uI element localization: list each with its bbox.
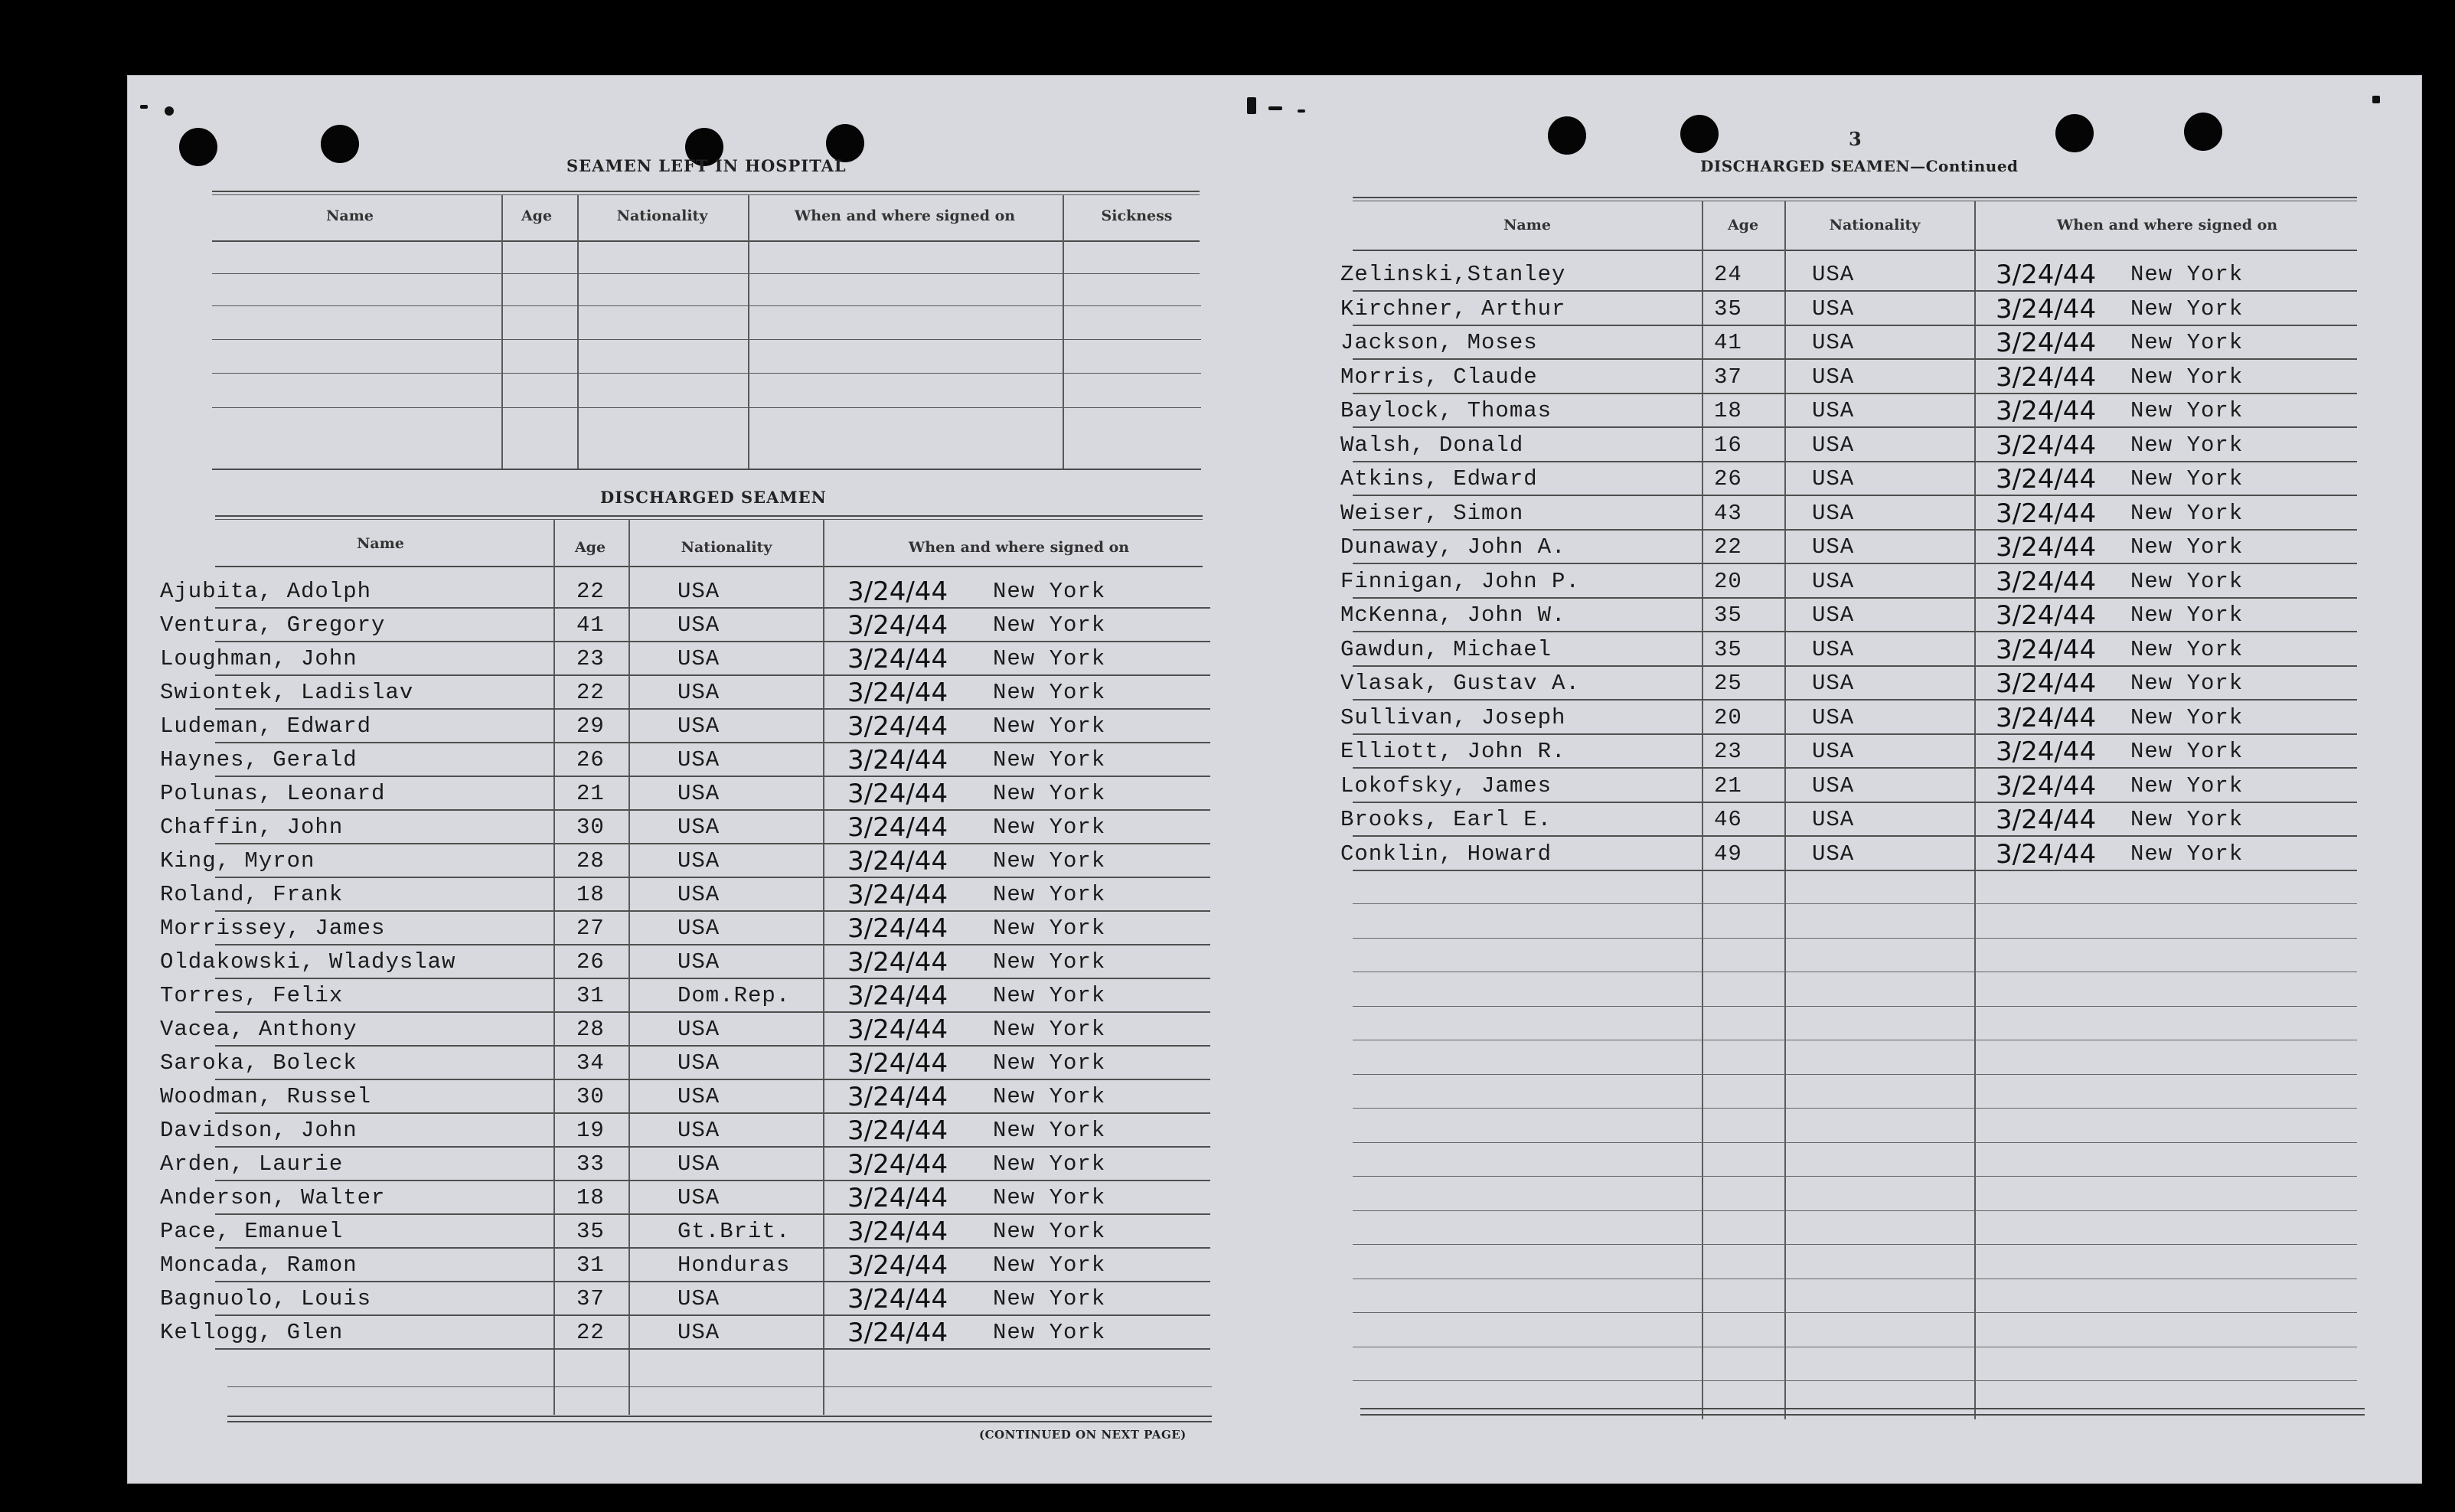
table-rule xyxy=(1353,197,2357,198)
table-rule xyxy=(1360,1408,2365,1409)
table-rule xyxy=(227,1416,1212,1417)
table-rule xyxy=(227,1421,1212,1422)
signed-on-date: 3/24/44 xyxy=(1996,328,2097,358)
seaman-name: Conklin, Howard xyxy=(1340,841,1552,867)
signed-on-date: 3/24/44 xyxy=(1996,361,2097,393)
seaman-age: 37 xyxy=(576,1286,605,1311)
table-rule xyxy=(212,240,1200,242)
table-rule xyxy=(1353,250,2357,251)
seaman-age: 26 xyxy=(576,747,605,772)
signed-on-date: 3/24/44 xyxy=(1996,260,2097,290)
discharged-section-title: DISCHARGED SEAMEN xyxy=(600,488,827,507)
seaman-nationality: USA xyxy=(677,916,720,941)
seaman-name: Polunas, Leonard xyxy=(160,781,386,806)
table-row xyxy=(128,838,2421,871)
seaman-nationality: USA xyxy=(677,1017,720,1042)
seaman-age: 37 xyxy=(1714,364,1742,390)
signed-on-date: 3/24/44 xyxy=(1996,805,2097,835)
seaman-name: Pace, Emanuel xyxy=(160,1219,344,1244)
signed-on-date: 3/24/44 xyxy=(847,1048,948,1079)
seaman-age: 30 xyxy=(576,1084,605,1109)
seaman-age: 41 xyxy=(1714,330,1742,355)
seaman-nationality: USA xyxy=(1812,330,1855,355)
signed-on-place: New York xyxy=(2130,739,2244,764)
table-rule xyxy=(212,191,1200,192)
seaman-name: Chaffin, John xyxy=(160,815,344,840)
seaman-age: 27 xyxy=(576,916,605,941)
signed-on-date: 3/24/44 xyxy=(1996,668,2097,699)
signed-on-date: 3/24/44 xyxy=(847,644,948,674)
signed-on-place: New York xyxy=(993,714,1106,739)
signed-on-date: 3/24/44 xyxy=(1996,464,2097,495)
signed-on-date: 3/24/44 xyxy=(847,779,948,809)
seaman-nationality: USA xyxy=(1812,466,1855,491)
signed-on-place: New York xyxy=(2130,296,2244,322)
seaman-nationality: USA xyxy=(1812,636,1855,662)
seaman-name: Weiser, Simon xyxy=(1340,500,1524,526)
blank-row-rule xyxy=(1353,1108,2357,1109)
signed-on-place: New York xyxy=(993,882,1106,907)
table-row xyxy=(128,258,2421,292)
seaman-age: 22 xyxy=(1714,534,1742,560)
seaman-nationality: USA xyxy=(1812,841,1855,867)
table-row xyxy=(128,531,2421,564)
seaman-age: 49 xyxy=(1714,841,1742,867)
signed-on-place: New York xyxy=(2130,671,2244,696)
seaman-nationality: USA xyxy=(677,815,720,840)
page-number: 3 xyxy=(1849,128,1862,150)
signed-on-date: 3/24/44 xyxy=(1996,396,2097,426)
signed-on-place: New York xyxy=(2130,398,2244,423)
seaman-name: Arden, Laurie xyxy=(160,1151,344,1177)
signed-on-place: New York xyxy=(993,1118,1106,1143)
seaman-nationality: USA xyxy=(1812,296,1855,322)
hospital-header-nationality: Nationality xyxy=(616,207,708,224)
signed-on-place: New York xyxy=(2130,500,2244,526)
signed-on-date: 3/24/44 xyxy=(1996,429,2097,461)
seaman-name: Moncada, Ramon xyxy=(160,1252,357,1278)
signed-on-place: New York xyxy=(993,747,1106,772)
seaman-name: Dunaway, John A. xyxy=(1340,534,1566,560)
seaman-nationality: USA xyxy=(677,1286,720,1311)
signed-on-date: 3/24/44 xyxy=(847,846,948,877)
signed-on-date: 3/24/44 xyxy=(847,1014,948,1045)
table-row xyxy=(128,1047,2421,1080)
discharged-header-when-where: When and where signed on xyxy=(908,539,1130,556)
signed-on-date: 3/24/44 xyxy=(1996,838,2097,870)
seaman-nationality: USA xyxy=(677,680,720,705)
seaman-age: 28 xyxy=(576,1017,605,1042)
signed-on-date: 3/24/44 xyxy=(1996,532,2097,563)
table-row xyxy=(128,497,2421,531)
signed-on-date: 3/24/44 xyxy=(847,678,948,708)
signed-on-place: New York xyxy=(993,1320,1106,1345)
seaman-age: 22 xyxy=(576,680,605,705)
seaman-age: 35 xyxy=(1714,603,1742,628)
signed-on-place: New York xyxy=(993,781,1106,806)
seaman-age: 22 xyxy=(576,579,605,604)
table-row xyxy=(128,1282,2421,1316)
seaman-nationality: USA xyxy=(1812,807,1855,832)
table-row xyxy=(128,1013,2421,1047)
signed-on-place: New York xyxy=(993,680,1106,705)
row-rule xyxy=(1353,870,2357,871)
table-row xyxy=(128,878,2421,912)
seaman-nationality: USA xyxy=(677,646,720,671)
table-row xyxy=(128,667,2421,700)
seaman-nationality: USA xyxy=(677,848,720,874)
seaman-name: McKenna, John W. xyxy=(1340,603,1566,628)
table-row xyxy=(128,769,2421,803)
table-row xyxy=(128,1080,2421,1114)
signed-on-place: New York xyxy=(2130,466,2244,491)
hospital-header-when-where: When and where signed on xyxy=(794,207,1016,224)
seaman-name: Elliott, John R. xyxy=(1340,739,1566,764)
table-row xyxy=(128,735,2421,769)
seaman-age: 35 xyxy=(576,1219,605,1244)
table-row xyxy=(128,945,2421,979)
seaman-name: Anderson, Walter xyxy=(160,1185,386,1210)
signed-on-date: 3/24/44 xyxy=(847,1115,948,1146)
seaman-age: 26 xyxy=(1714,466,1742,491)
signed-on-date: 3/24/44 xyxy=(847,913,948,944)
seaman-name: Ventura, Gregory xyxy=(160,612,386,638)
discharged-header-nationality: Nationality xyxy=(681,539,772,556)
seaman-age: 28 xyxy=(576,848,605,874)
right-header-nationality: Nationality xyxy=(1829,217,1921,233)
table-row xyxy=(128,326,2421,360)
seaman-age: 35 xyxy=(1714,296,1742,322)
signed-on-date: 3/24/44 xyxy=(847,1318,948,1348)
seaman-name: Lokofsky, James xyxy=(1340,772,1552,798)
table-row xyxy=(128,565,2421,599)
seaman-age: 20 xyxy=(1714,704,1742,730)
seaman-nationality: USA xyxy=(1812,262,1855,287)
seaman-name: Atkins, Edward xyxy=(1340,466,1538,491)
hospital-header-name: Name xyxy=(326,207,374,224)
seaman-age: 31 xyxy=(576,1252,605,1278)
signed-on-place: New York xyxy=(2130,636,2244,662)
signed-on-place: New York xyxy=(2130,262,2244,287)
seaman-name: Jackson, Moses xyxy=(1340,330,1538,355)
seaman-age: 18 xyxy=(1714,398,1742,423)
signed-on-date: 3/24/44 xyxy=(847,711,948,742)
signed-on-place: New York xyxy=(2130,841,2244,867)
signed-on-date: 3/24/44 xyxy=(1996,736,2097,767)
signed-on-date: 3/24/44 xyxy=(847,745,948,776)
punch-hole xyxy=(2184,113,2222,151)
signed-on-date: 3/24/44 xyxy=(847,1082,948,1112)
speck xyxy=(165,106,174,116)
table-row xyxy=(128,361,2421,394)
seaman-name: Kellogg, Glen xyxy=(160,1320,344,1345)
punch-hole xyxy=(321,125,359,163)
signed-on-date: 3/24/44 xyxy=(1996,634,2097,665)
table-rule xyxy=(1360,1414,2365,1416)
table-row xyxy=(128,429,2421,462)
right-section-title: DISCHARGED SEAMEN—Continued xyxy=(1700,157,2019,175)
signed-on-place: New York xyxy=(2130,534,2244,560)
signed-on-place: New York xyxy=(993,1219,1106,1244)
table-row xyxy=(128,394,2421,428)
punch-hole xyxy=(1680,115,1719,153)
right-header-when-where: When and where signed on xyxy=(2056,217,2278,233)
row-rule xyxy=(215,1348,1210,1350)
speck xyxy=(1247,97,1256,114)
signed-on-date: 3/24/44 xyxy=(1996,566,2097,597)
table-row xyxy=(128,1316,2421,1350)
signed-on-place: New York xyxy=(2130,603,2244,628)
signed-on-place: New York xyxy=(993,1151,1106,1177)
signed-on-date: 3/24/44 xyxy=(847,610,948,641)
hospital-header-sickness: Sickness xyxy=(1101,207,1173,224)
seaman-age: 26 xyxy=(576,949,605,975)
seaman-name: King, Myron xyxy=(160,848,315,874)
signed-on-place: New York xyxy=(993,1286,1106,1311)
seaman-age: 24 xyxy=(1714,262,1742,287)
speck xyxy=(2372,96,2380,103)
seaman-nationality: USA xyxy=(1812,704,1855,730)
seaman-nationality: USA xyxy=(1812,568,1855,594)
signed-on-place: New York xyxy=(2130,568,2244,594)
seaman-nationality: USA xyxy=(677,1118,720,1143)
speck xyxy=(140,105,148,109)
seaman-age: 34 xyxy=(576,1050,605,1076)
signed-on-date: 3/24/44 xyxy=(847,1250,948,1281)
blank-row-rule xyxy=(1353,903,2357,904)
seaman-age: 21 xyxy=(1714,772,1742,798)
table-row xyxy=(128,599,2421,632)
seaman-name: Loughman, John xyxy=(160,646,357,671)
seaman-nationality: USA xyxy=(1812,432,1855,458)
seaman-nationality: USA xyxy=(677,714,720,739)
signed-on-place: New York xyxy=(993,1084,1106,1109)
seaman-age: 33 xyxy=(576,1151,605,1177)
seaman-nationality: USA xyxy=(1812,739,1855,764)
signed-on-place: New York xyxy=(993,815,1106,840)
seaman-name: Zelinski,Stanley xyxy=(1340,262,1566,287)
seaman-nationality: USA xyxy=(1812,364,1855,390)
punch-hole xyxy=(179,128,217,166)
table-row xyxy=(128,633,2421,667)
seaman-nationality: USA xyxy=(1812,671,1855,696)
seaman-age: 16 xyxy=(1714,432,1742,458)
right-header-name: Name xyxy=(1503,217,1551,233)
signed-on-date: 3/24/44 xyxy=(1996,600,2097,631)
seaman-nationality: Dom.Rep. xyxy=(677,983,791,1008)
seaman-name: Morrissey, James xyxy=(160,916,386,941)
seaman-name: Walsh, Donald xyxy=(1340,432,1524,458)
seaman-name: Davidson, John xyxy=(160,1118,357,1143)
signed-on-date: 3/24/44 xyxy=(847,947,948,978)
table-rule xyxy=(227,1386,1212,1387)
right-header-age: Age xyxy=(1727,217,1759,233)
seaman-nationality: Honduras xyxy=(677,1252,791,1278)
table-row xyxy=(128,701,2421,735)
table-row xyxy=(128,979,2421,1013)
seaman-age: 41 xyxy=(576,612,605,638)
seaman-nationality: USA xyxy=(677,1320,720,1345)
blank-row-rule xyxy=(1353,1142,2357,1143)
seaman-nationality: USA xyxy=(1812,603,1855,628)
signed-on-date: 3/24/44 xyxy=(847,880,948,910)
signed-on-place: New York xyxy=(993,1017,1106,1042)
seaman-name: Gawdun, Michael xyxy=(1340,636,1552,662)
signed-on-date: 3/24/44 xyxy=(1996,293,2097,325)
blank-row-rule xyxy=(1353,1380,2357,1381)
table-row xyxy=(128,803,2421,837)
seaman-age: 22 xyxy=(576,1320,605,1345)
table-row xyxy=(128,912,2421,945)
signed-on-place: New York xyxy=(993,949,1106,975)
signed-on-place: New York xyxy=(993,1185,1106,1210)
seaman-nationality: USA xyxy=(1812,772,1855,798)
table-row xyxy=(128,1249,2421,1282)
document-page xyxy=(127,75,2422,1484)
seaman-nationality: USA xyxy=(1812,398,1855,423)
hospital-header-age: Age xyxy=(521,207,553,224)
signed-on-place: New York xyxy=(993,612,1106,638)
seaman-age: 18 xyxy=(576,1185,605,1210)
seaman-age: 23 xyxy=(576,646,605,671)
signed-on-date: 3/24/44 xyxy=(1996,498,2097,529)
discharged-header-name: Name xyxy=(357,535,404,552)
seaman-age: 18 xyxy=(576,882,605,907)
seaman-nationality: Gt.Brit. xyxy=(677,1219,791,1244)
signed-on-place: New York xyxy=(2130,330,2244,355)
signed-on-date: 3/24/44 xyxy=(847,1149,948,1180)
table-row xyxy=(128,462,2421,496)
signed-on-date: 3/24/44 xyxy=(847,1216,948,1247)
seaman-age: 31 xyxy=(576,983,605,1008)
blank-row-rule xyxy=(1353,1074,2357,1075)
seaman-age: 35 xyxy=(1714,636,1742,662)
blank-row-rule xyxy=(1353,1176,2357,1177)
signed-on-place: New York xyxy=(2130,772,2244,798)
seaman-name: Woodman, Russel xyxy=(160,1084,372,1109)
signed-on-date: 3/24/44 xyxy=(1996,770,2097,802)
seaman-name: Haynes, Gerald xyxy=(160,747,357,772)
seaman-age: 43 xyxy=(1714,500,1742,526)
signed-on-date: 3/24/44 xyxy=(847,576,948,607)
seaman-name: Torres, Felix xyxy=(160,983,344,1008)
signed-on-place: New York xyxy=(2130,807,2244,832)
signed-on-place: New York xyxy=(993,848,1106,874)
signed-on-place: New York xyxy=(993,579,1106,604)
signed-on-date: 3/24/44 xyxy=(847,981,948,1011)
seaman-name: Brooks, Earl E. xyxy=(1340,807,1552,832)
seaman-nationality: USA xyxy=(677,781,720,806)
seaman-nationality: USA xyxy=(677,1050,720,1076)
seaman-nationality: USA xyxy=(677,747,720,772)
seaman-age: 25 xyxy=(1714,671,1742,696)
seaman-nationality: USA xyxy=(677,882,720,907)
seaman-age: 46 xyxy=(1714,807,1742,832)
speck xyxy=(1298,109,1305,113)
seaman-name: Vlasak, Gustav A. xyxy=(1340,671,1580,696)
signed-on-place: New York xyxy=(2130,364,2244,390)
seaman-name: Saroka, Boleck xyxy=(160,1050,357,1076)
signed-on-date: 3/24/44 xyxy=(847,1183,948,1213)
seaman-age: 29 xyxy=(576,714,605,739)
blank-row-rule xyxy=(1353,938,2357,939)
seaman-age: 19 xyxy=(576,1118,605,1143)
table-rule xyxy=(212,194,1200,195)
seaman-age: 20 xyxy=(1714,568,1742,594)
punch-hole xyxy=(1548,116,1586,155)
seaman-nationality: USA xyxy=(677,579,720,604)
seaman-name: Oldakowski, Wladyslaw xyxy=(160,949,456,975)
seaman-age: 30 xyxy=(576,815,605,840)
seaman-name: Baylock, Thomas xyxy=(1340,398,1552,423)
blank-row-rule xyxy=(1353,1210,2357,1211)
seaman-name: Roland, Frank xyxy=(160,882,344,907)
signed-on-place: New York xyxy=(993,1050,1106,1076)
seaman-age: 23 xyxy=(1714,739,1742,764)
punch-hole xyxy=(2055,114,2094,152)
signed-on-place: New York xyxy=(2130,432,2244,458)
seaman-name: Finnigan, John P. xyxy=(1340,568,1580,594)
signed-on-date: 3/24/44 xyxy=(847,812,948,843)
seaman-name: Vacea, Anthony xyxy=(160,1017,357,1042)
signed-on-date: 3/24/44 xyxy=(1996,702,2097,733)
seaman-nationality: USA xyxy=(677,1185,720,1210)
continued-footer: (CONTINUED ON NEXT PAGE) xyxy=(979,1428,1187,1442)
signed-on-place: New York xyxy=(993,1252,1106,1278)
seaman-nationality: USA xyxy=(1812,534,1855,560)
table-row xyxy=(128,292,2421,326)
speck xyxy=(1268,106,1282,110)
seaman-name: Sullivan, Joseph xyxy=(1340,704,1566,730)
seaman-age: 21 xyxy=(576,781,605,806)
blank-row-rule xyxy=(1353,1312,2357,1313)
seaman-nationality: USA xyxy=(677,612,720,638)
seaman-name: Swiontek, Ladislav xyxy=(160,680,414,705)
hospital-section-title: SEAMEN LEFT IN HOSPITAL xyxy=(566,156,847,175)
blank-row-rule xyxy=(1353,1006,2357,1007)
blank-row-rule xyxy=(1353,1244,2357,1245)
seaman-nationality: USA xyxy=(677,949,720,975)
signed-on-place: New York xyxy=(993,983,1106,1008)
seaman-name: Ludeman, Edward xyxy=(160,714,372,739)
signed-on-place: New York xyxy=(2130,704,2244,730)
signed-on-place: New York xyxy=(993,646,1106,671)
seaman-nationality: USA xyxy=(1812,500,1855,526)
seaman-nationality: USA xyxy=(677,1151,720,1177)
discharged-header-age: Age xyxy=(574,539,606,556)
seaman-name: Morris, Claude xyxy=(1340,364,1538,390)
seaman-name: Kirchner, Arthur xyxy=(1340,296,1566,322)
seaman-name: Bagnuolo, Louis xyxy=(160,1286,372,1311)
seaman-nationality: USA xyxy=(677,1084,720,1109)
seaman-name: Ajubita, Adolph xyxy=(160,579,372,604)
signed-on-place: New York xyxy=(993,916,1106,941)
signed-on-date: 3/24/44 xyxy=(847,1284,948,1314)
